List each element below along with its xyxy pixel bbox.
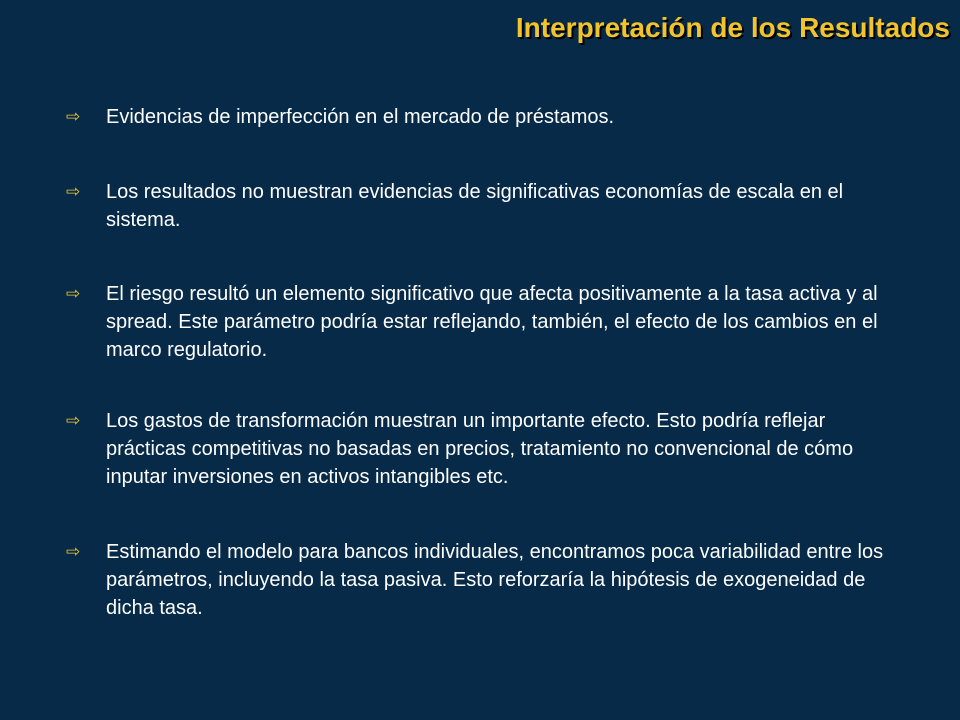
bullet-item	[66, 538, 896, 622]
right-arrow-outline-icon: ⇨	[66, 411, 81, 431]
bullet-text: Los resultados no muestran evidencias de significativas economías de escala en el sistema.	[106, 181, 844, 231]
bullet-item	[66, 178, 896, 234]
bullet-text: El riesgo resultó un elemento significativo que afecta positivamente a la tasa activa y al spread. Este parámetro podría estar reflejando, también, el efecto de los cambios en el marco regulatorio.	[106, 283, 878, 361]
bullet-text: Los gastos de transformación muestran un importante efecto. Esto podría reflejar prácticas competitivas no basadas en precios, tratamiento no convencional de cómo inputar inversiones en activos intangibles etc.	[106, 410, 854, 488]
bullet-item	[66, 407, 896, 491]
bullet-item	[66, 103, 896, 131]
bullet-item	[66, 280, 896, 364]
right-arrow-outline-icon: ⇨	[66, 182, 81, 202]
slide-title: Interpretación de los Resultados	[515, 12, 950, 43]
bullet-text: Evidencias de imperfección en el mercado de préstamos.	[106, 106, 615, 128]
right-arrow-outline-icon: ⇨	[66, 107, 81, 127]
right-arrow-outline-icon: ⇨	[66, 284, 81, 304]
right-arrow-outline-icon: ⇨	[66, 542, 81, 562]
bullet-text: Estimando el modelo para bancos individuales, encontramos poca variabilidad entre los parámetros, incluyendo la tasa pasiva. Esto reforzaría la hipótesis de exogeneidad de dicha tasa.	[106, 541, 884, 619]
